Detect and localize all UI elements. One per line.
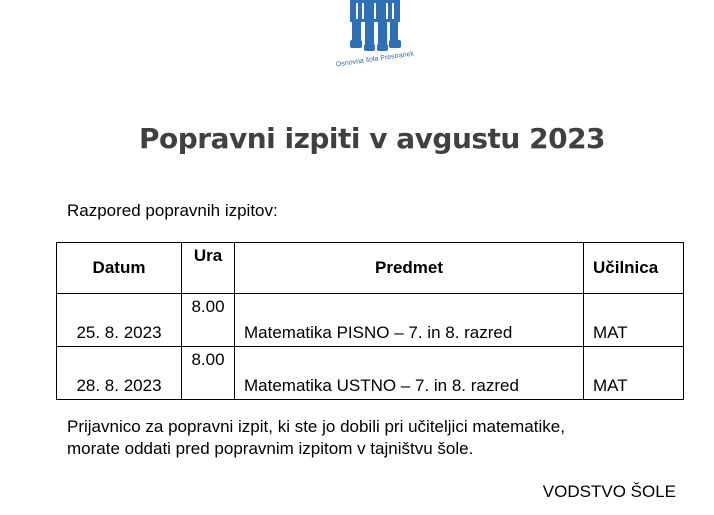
cell-time: 8.00 bbox=[182, 294, 235, 347]
cell-room: MAT bbox=[584, 294, 684, 347]
note-line: Prijavnico za popravni izpit, ki ste jo dobili pri učiteljici matematike, bbox=[67, 417, 565, 436]
page-title: Popravni izpiti v avgustu 2023 bbox=[138, 122, 606, 155]
header-time: Ura bbox=[182, 243, 235, 294]
cell-date: 25. 8. 2023 bbox=[57, 294, 182, 347]
cell-date: 28. 8. 2023 bbox=[57, 347, 182, 400]
cell-subject: Matematika USTNO – 7. in 8. razred bbox=[235, 347, 584, 400]
table-row bbox=[57, 294, 684, 347]
signature: VODSTVO ŠOLE bbox=[542, 482, 676, 501]
header-room: Učilnica bbox=[584, 243, 684, 294]
registration-note bbox=[67, 416, 667, 460]
cell-subject: Matematika PISNO – 7. in 8. razred bbox=[235, 294, 584, 347]
exam-schedule-table bbox=[56, 242, 684, 400]
header-date: Datum bbox=[57, 243, 182, 294]
table-row bbox=[57, 347, 684, 400]
table-header-row bbox=[57, 243, 684, 294]
header-subject: Predmet bbox=[235, 243, 584, 294]
note-line: morate oddati pred popravnim izpitom v tajništvu šole. bbox=[67, 439, 474, 458]
intro-text: Razpored popravnih izpitov: bbox=[67, 201, 278, 220]
school-name-caption: Osnovna šola Prestranek bbox=[335, 50, 415, 69]
cell-time: 8.00 bbox=[182, 347, 235, 400]
cell-room: MAT bbox=[584, 347, 684, 400]
